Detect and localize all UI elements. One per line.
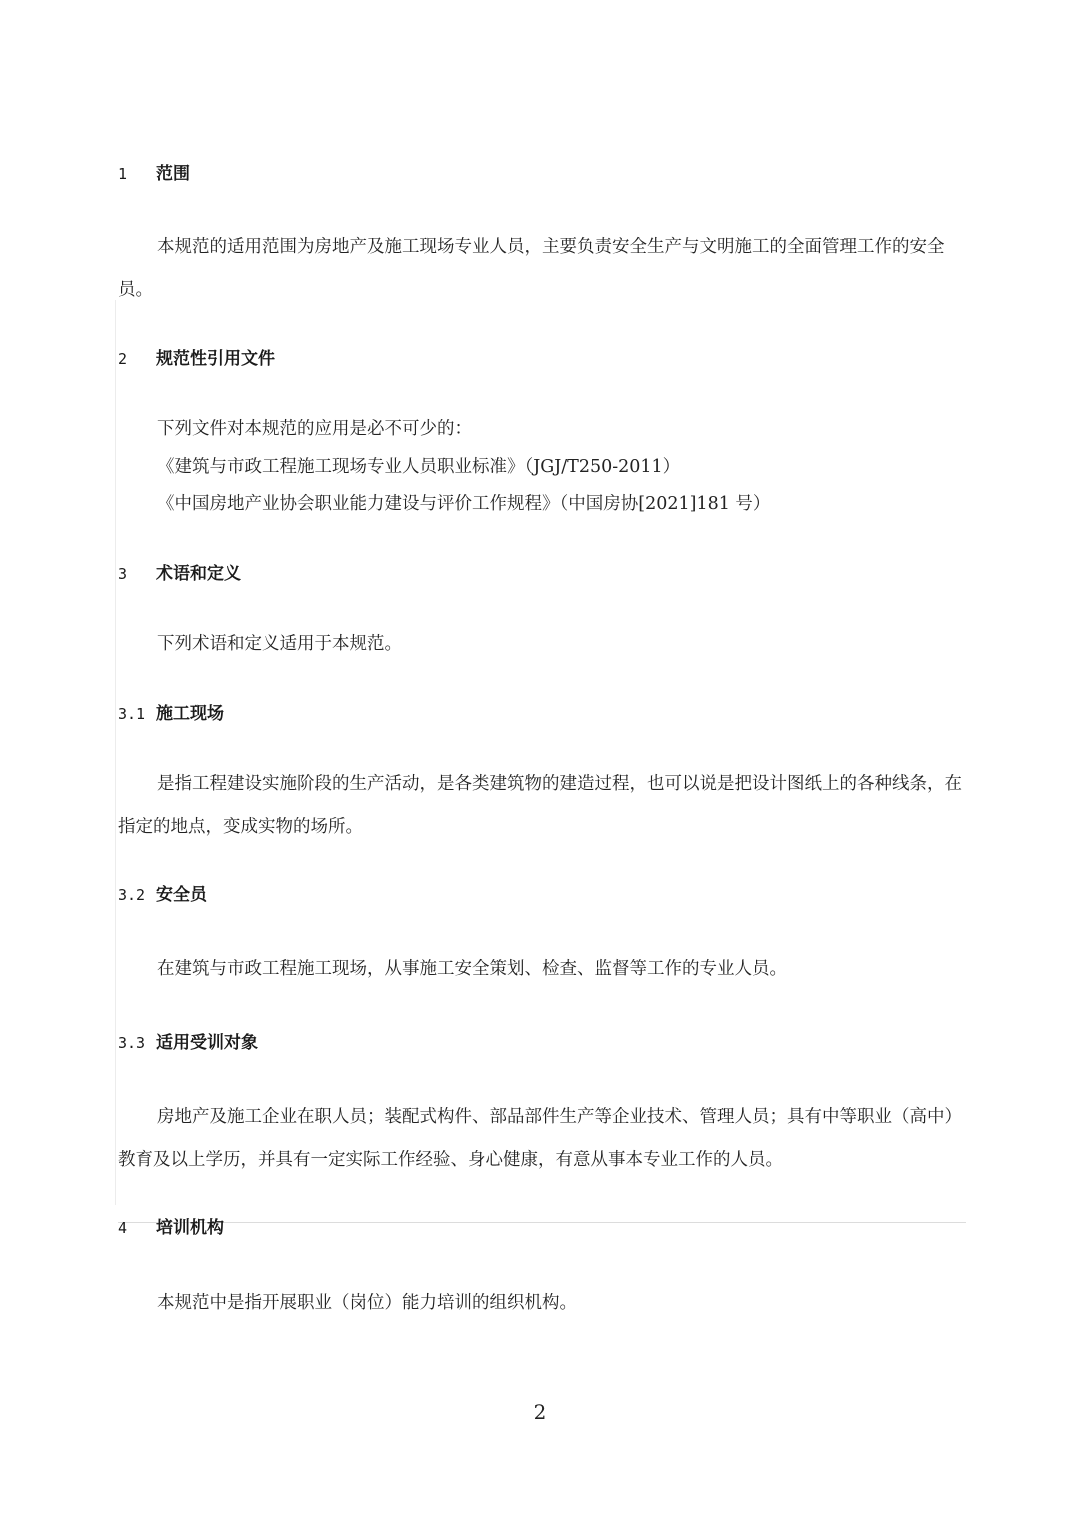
- section-3-1-body: 是指工程建设实施阶段的生产活动，是各类建筑物的建造过程，也可以说是把设计图纸上的各种线条，在指定的地点，变成实物的场所。: [118, 774, 962, 837]
- section-title: 安全员: [156, 885, 207, 905]
- section-3-3-heading: [118, 1031, 978, 1055]
- section-number: 2: [118, 350, 128, 368]
- section-3-body: 下列术语和定义适用于本规范。: [157, 634, 402, 654]
- section-3-heading: [118, 562, 978, 586]
- section-1-heading: [118, 162, 978, 186]
- section-title: 施工现场: [156, 704, 224, 724]
- page-number: 2: [533, 1400, 547, 1424]
- section-title: 术语和定义: [156, 564, 241, 584]
- section-number: 3.3: [118, 1034, 146, 1052]
- section-number: 4: [118, 1219, 128, 1237]
- section-number: 3.2: [118, 886, 146, 904]
- section-3-2-body: 在建筑与市政工程施工现场，从事施工安全策划、检查、监督等工作的专业人员。: [157, 959, 787, 979]
- section-title: 规范性引用文件: [156, 349, 275, 369]
- section-number: 3: [118, 565, 128, 583]
- section-title: 适用受训对象: [156, 1033, 258, 1053]
- section-number: 1: [118, 165, 128, 183]
- section-2-reference-1: 《建筑与市政工程施工现场专业人员职业标准》（JGJ/T250-2011）: [157, 457, 681, 477]
- section-1-body: 本规范的适用范围为房地产及施工现场专业人员，主要负责安全生产与文明施工的全面管理工作的安全员。: [118, 237, 945, 300]
- section-3-3-body: 房地产及施工企业在职人员；装配式构件、部品部件生产等企业技术、管理人员；具有中等职业（高中）教育及以上学历，并具有一定实际工作经验、身心健康，有意从事本专业工作的人员。: [118, 1107, 962, 1170]
- section-2-reference-2: 《中国房地产业协会职业能力建设与评价工作规程》（中国房协[2021]181 号）: [157, 494, 771, 514]
- section-title: 范围: [156, 164, 190, 184]
- section-title: 培训机构: [156, 1218, 224, 1238]
- section-4-body: 本规范中是指开展职业（岗位）能力培训的组织机构。: [157, 1293, 577, 1313]
- section-3-1-heading: [118, 702, 978, 726]
- section-2-heading: [118, 347, 978, 371]
- section-2-line-1: 下列文件对本规范的应用是必不可少的：: [157, 419, 472, 439]
- section-number: 3.1: [118, 705, 146, 723]
- section-3-2-heading: [118, 883, 978, 907]
- section-4-heading: [118, 1216, 978, 1240]
- margin-line: [115, 300, 116, 1205]
